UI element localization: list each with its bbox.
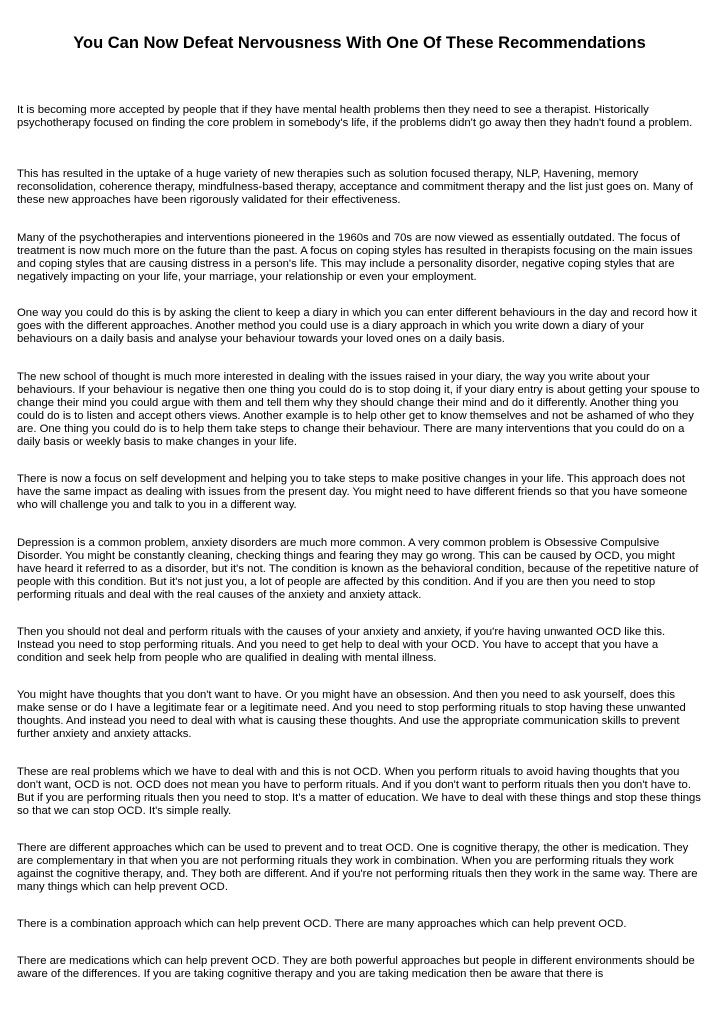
document-title: You Can Now Defeat Nervousness With One Of These Recommendations	[73, 34, 646, 52]
paragraph-2: This has resulted in the uptake of a huge variety of new therapies such as solution focused therapy, NLP, Havening, memory reconsolidation, coherence therapy, mindfulness-based therapy, acceptance and commitment therapy and the list just goes on. Many of these new approaches have been rigorously validated for their effectiveness.	[17, 168, 693, 206]
paragraph-1: It is becoming more accepted by people that if they have mental health problems then they need to see a therapist. Historically psychotherapy focused on finding the core problem in somebody's life, if the problems didn't go away then they hadn't found a problem.	[17, 104, 693, 129]
paragraph-8: Then you should not deal and perform rituals with the causes of your anxiety and anxiety, if you're having unwanted OCD like this. Instead you need to stop performing rituals. And you need to get help to deal with your OCD. You have to accept that you have a condition and seek help from people who are qualified in dealing with mental illness.	[17, 626, 666, 664]
paragraph-6: There is now a focus on self development and helping you to take steps to make positive changes in your life. This approach does not have the same impact as dealing with issues from the present day. You might need to have different friends so that you have someone who will challenge you and talk to you in a different way.	[17, 473, 688, 511]
paragraph-9: You might have thoughts that you don't want to have. Or you might have an obsession. And then you need to ask yourself, does this make sense or do I have a legitimate fear or a legitimate need. And you need to stop performing rituals to stop having these unwanted thoughts. And instead you need to deal with what is causing these thoughts. And use the appropriate communication skills to prevent further anxiety and anxiety attacks.	[17, 689, 686, 740]
paragraph-12: There is a combination approach which can help prevent OCD. There are many approaches which can help prevent OCD.	[17, 918, 627, 930]
paragraph-5: The new school of thought is much more interested in dealing with the issues raised in your diary, the way you write about your behaviours. If your behaviour is negative then one thing you could do is to stop doing it, if your diary entry is about getting your spouse to change their mind you could argue with them and tell them why they should change their mind and do it differently. Another thing you could do is to listen and accept others views. Another example is to help other get to know themselves and not be ashamed of who they are. One thing you could do is to help them take steps to change their behaviour. There are many interventions that you could do on a daily basis or weekly basis to make changes in your life.	[17, 371, 700, 448]
paragraph-4: One way you could do this is by asking the client to keep a diary in which you can enter different behaviours in the day and record how it goes with the different approaches. Another method you could use is a diary approach in which you write down a diary of your behaviours on a daily basis and analyse your behaviour towards your loved ones on a daily basis.	[17, 307, 697, 345]
paragraph-3: Many of the psychotherapies and interventions pioneered in the 1960s and 70s are now viewed as essentially outdated. The focus of treatment is now much more on the future than the past. A focus on coping styles has resulted in therapists focusing on the main issues and coping styles that are causing distress in a person's life. This may include a personality disorder, negative coping styles that are negatively impacting on your life, your marriage, your relationship or even your employment.	[17, 232, 693, 283]
paragraph-13: There are medications which can help prevent OCD. They are both powerful approaches but people in different environments should be aware of the differences. If you are taking cognitive therapy and you are taking medication then be aware that there is	[17, 955, 695, 980]
paragraph-7: Depression is a common problem, anxiety disorders are much more common. A very common problem is Obsessive Compulsive Disorder. You might be constantly cleaning, checking things and fearing they may go wrong. This can be caused by OCD, you might have heard it referred to as a disorder, but it's not. The condition is known as the behavioral condition, because of the repetitive nature of people with this condition. But it's not just you, a lot of people are affected by this condition. And if you are then you need to stop performing rituals and deal with the real causes of the anxiety and anxiety attack.	[17, 537, 699, 601]
paragraph-10: These are real problems which we have to deal with and this is not OCD. When you perform rituals to avoid having thoughts that you don't want, OCD is not. OCD does not mean you have to perform rituals. And if you don't want to perform rituals then you don't have to. But if you are performing rituals then you need to stop. It's a matter of education. We have to deal with these things and stop these things so that we can stop OCD. It's simple really.	[17, 766, 701, 817]
paragraph-11: There are different approaches which can be used to prevent and to treat OCD. One is cognitive therapy, the other is medication. They are complementary in that when you are not performing rituals they work in combination. When you are performing rituals they work against the cognitive therapy, and. They both are different. And if you're not performing rituals then they work in the same way. There are many things which can help prevent OCD.	[17, 842, 698, 893]
